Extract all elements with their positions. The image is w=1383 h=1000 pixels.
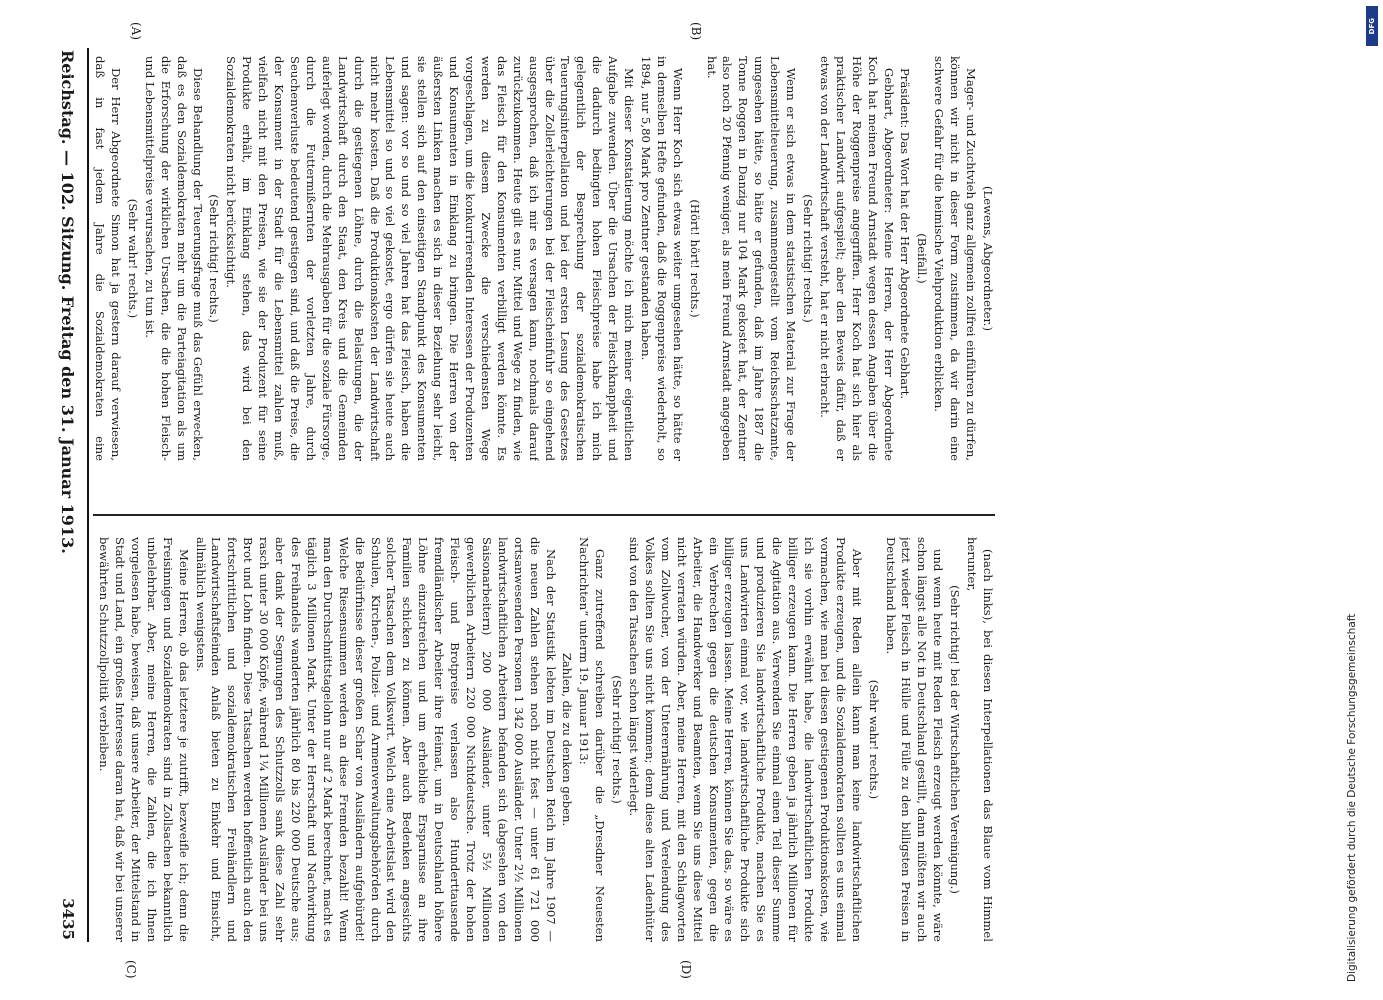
digitization-credit xyxy=(1340,0,1370,1000)
text-paragraph: Meine Herren, ob das letztere je zutrifft, bezweifle ich; denn die Freisinnigen und Sozialdemokraten sind in Zollsachen bekanntlich unbelehrbar. Aber, meine Herren, die Zahlen, die ich Ihnen vorgelesen habe, beweisen, daß unsere Arbeiter, der Mittelstand in Stadt und Land, ein großes Interesse daran hat, daß wir bei unserer bewährten Schutzzollpolitik verbleiben. xyxy=(97,537,191,942)
text-paragraph: (Sehr wahr! rechts.) xyxy=(866,679,881,800)
margin-mark-a: (A) xyxy=(129,22,143,41)
margin-mark-c: (C) xyxy=(124,960,138,979)
text-paragraph: und wenn heute mit Reden Fleisch erzeugt werden könnte, wäre schon längst alle Not in Deutschland gestillt, dann müßten wir auch jetzt wieder Fleisch in Hülle und Fülle zu den billigsten Preisen in Deutschland haben. xyxy=(883,537,946,942)
text-paragraph: Aber mit Reden allein kann man keine landwirtschaftlichen Produkte erzeugen, und die Sozialdemokraten sollten es uns einmal vormachen, wie man bei diesen gestiegenen Produktionskosten, wie ich sie vorhin erwähnt habe, die landwirtschaftlichen Produkte billiger erzeugen kann. Die Herren geben ja jährlich Millionen für die Agitation aus. Verwenden Sie einmal einen Teil dieser Summe und produzieren Sie landwirtschaftliche Produkte, machen Sie es uns Landwirten einmal vor, wie landwirtschaftliche Produkte sich billiger erzeugen lassen. Meine Herren, können Sie das, so wäre es ein Verbrechen gegen die deutschen Konsumenten, gegen die Arbeiter, die Handwerker und Beamten, wenn Sie uns diese Mittel nicht verraten würden. Aber, meine Herren, mit den Schlagworten vom Zollwucher, von der Unterernährung und Verelendung des Volkes sollten Sie uns nicht kommen; denn diese alten Ladenhüter sind von den Tatsachen schon längst widerlegt. xyxy=(627,537,864,942)
text-paragraph: Mager- und Zuchtvieh ganz allgemein zollfrei einführen zu dürfen, können wir nicht in dieser Form zustimmen, da wir darin eine schwere Gefahr für die heimische Viehproduktion erblicken. xyxy=(932,56,979,461)
page-header xyxy=(55,50,77,940)
text-paragraph: Nach der Statistik lebten im Deutschen Reich im Jahre 1907 — die neuen Zahlen stehen noch nicht fest — unter 61 721 000 ortsanwesenden Personen 1 342 000 Ausländer. Unter 2½ Millionen landwirtschaftlichen Arbeitern befanden sich (abgesehen von den Saisonarbeitern) 200 000 Ausländer, unter 5½ Millionen gewerblichen Arbeitern 220 000 Nichtdeutsche. Trotz der hohen Fleisch- und Brotpreise verlassen also Hunderttausende fremdländischer Arbeiter ihre Heimat, um in Deutschland höhere Löhne einzustreichen und um erhebliche Ersparnisse an ihre Familien schicken zu können. Aber auch Bedenken angesichts solcher Tatsachen dem Volkswirt. Welch eine Arbeitslast wird den Schulen, Kirchen-, Polizei- und Armenverwaltungsbehörden durch die Bedürfnisse dieser großen Schar von Ausländern aufgebürdet! Welche Riesensummen werden an diese Fremden bezahlt! Wenn man den Durchschnittstagelohn nur auf 2 Mark berechnet, macht es täglich 3 Millionen Mark. Unter der Herrschaft und Nachwirkung des Freihandels wanderten jährlich 80 bis 220 000 Deutsche aus; aber dank der Segnungen des Schutzzolls sank diese Zahl sehr rasch unter 30 000 Köpfe, während 1¼ Millionen Ausländer bei uns Brot und Lohn finden. Diese Tatsachen werden hoffentlich auch den fortschrittlichen und sozialdemokratischen Freihändlern und Landwirtschaftsfeinden Anlaß bieten zu Einkehr und Einsicht, allmählich wenigstens. xyxy=(193,537,558,942)
dfg-logo: DFG xyxy=(1366,6,1378,46)
right-text-column xyxy=(93,537,995,942)
margin-mark-d: (D) xyxy=(679,960,693,979)
text-paragraph: (Beifall.) xyxy=(915,233,930,284)
text-paragraph: Wenn er sich etwas in dem statistischen Material zur Frage der Lebensmittelteuerung, zusammengestellt vom Reichsschatzamte, umgesehen hätte, so hätte er gefunden, daß im Jahre 1887 die Tonne Roggen in Danzig nur 104 Mark gekostet hat, der Zentner also noch 20 Pfennig weniger, als mein Freund Arnstadt angegeben hat. xyxy=(704,56,799,461)
text-paragraph: (Sehr richtig! rechts.) xyxy=(207,194,222,323)
text-paragraph xyxy=(93,537,94,942)
text-paragraph: (Sehr richtig! rechts.) xyxy=(801,194,816,323)
column-divider xyxy=(93,514,995,516)
text-paragraph: (Sehr wahr! rechts.) xyxy=(125,198,140,319)
text-paragraph: (nach links), bei diesen Interpellationen das Blaue vom Himmel herunter, xyxy=(965,537,995,942)
header-rule xyxy=(87,48,89,942)
left-text-column xyxy=(93,56,995,461)
text-paragraph: Präsident: Das Wort hat der Herr Abgeordnete Gebhart. xyxy=(898,68,913,400)
text-paragraph: (Hört! hört! rechts.) xyxy=(687,199,702,318)
text-paragraph: (Sehr richtig! rechts.) xyxy=(610,675,625,804)
text-paragraph: Zahlen, die zu denken geben. xyxy=(560,652,575,827)
credit-text: Digitalisierung gefördert durch die Deutsche Forschungsgemeinschaft xyxy=(1346,613,1358,982)
text-paragraph: Diese Behandlung der Teuerungsfrage muß das Gefühl erwecken, daß es den Sozialdemokraten mehr um die Parteiagitation als um die Erforschung der wirklichen Ursachen, die die hohen Fleisch- und Lebensmittelpreise verursachen, zu tun ist. xyxy=(142,56,205,461)
text-paragraph: (Sehr richtig! bei der Wirtschaftlichen Vereinigung.) xyxy=(948,585,963,894)
running-title: Reichstag. — 102. Sitzung. Freitag den 31. Januar 1913. xyxy=(58,50,77,554)
text-paragraph: (Lewens, Abgeordneter.) xyxy=(981,185,995,331)
text-paragraph: Mit dieser Konstatierung möchte ich mich meiner eigentlichen Aufgabe zuwenden. Über die Ursachen der Fleischknappheit und die dadurch bedingten hohen Fleischpreise habe ich mich gelegentlich der Besprechung der sozialdemokratischen Teuerungsinterpellation und bei der ersten Lesung des Gesetzes über die Zollerleichterungen bei der Fleischeinfuhr so eingehend ausgesprochen, daß ich mir es versagen kann, nochmals darauf zurückzukommen. Heute gilt es nur, Mittel und Wege zu finden, wie das Fleisch für den Konsumenten verbilligt werden könnte. Es werden zu diesem Zwecke die verschiedensten Wege vorgeschlagen, um die konkurrierenden Interessen der Produzenten und Konsumenten in Einklang zu bringen. Die Herren von der äußersten Linken machen es sich in dieser Beziehung sehr leicht, sie stellen sich auf den einseitigen Standpunkt des Konsumenten und sagen: vor so und so viel Jahren hat das Fleisch, haben die Lebensmittel so und so viel gekostet, ergo dürfen sie heute auch nicht mehr kosten. Daß die Produktionskosten der Landwirtschaft durch die gestiegenen Löhne, durch die Belastungen, die der Landwirtschaft durch den Staat, den Kreis und die Gemeinden auferlegt worden, durch die Mehrausgaben für die soziale Fürsorge, durch die Futtermißernten der vorletzten Jahre, durch Seuchenverluste bedeutend gestiegen sind, und daß die Preise, die der Konsument in der Stadt für die Lebensmittel zahlen muß, vielfach nicht mit den Preisen, wie sie der Produzent für seine Produkte erhält, im Einklang stehen, das wird bei den Sozialdemokraten nicht berücksichtigt. xyxy=(224,56,637,461)
margin-mark-b: (B) xyxy=(689,22,703,41)
text-paragraph: Gebhart, Abgeordneter: Meine Herren, der Herr Abgeordnete Koch hat meinen Freund Arnstadt wegen dessen Angaben über die Höhe der Roggenpreise angegriffen. Herr Koch hat sich hier als praktischer Landwirt aufgespielt; aber den Beweis dafür, daß er etwas von der Landwirtschaft versteht, hat er nicht erbracht. xyxy=(817,56,896,461)
text-paragraph: Ganz zutreffend schreiben darüber die „Dresdner Neuesten Nachrichten“ unterm 19. Januar 1913: xyxy=(577,537,608,942)
page-number: 3435 xyxy=(59,898,77,940)
text-paragraph: Wenn Herr Koch sich etwas weiter umgesehen hätte, so hätte er in demselben Hefte gefunden, daß die Roggenpreise wiederholt, so 1894, nur 5,80 Mark pro Zentner gestanden haben. xyxy=(638,56,685,461)
text-paragraph: Der Herr Abgeordnete Simon hat ja gestern darauf verwiesen, daß in fast jedem Jahre die Sozialdemokraten eine xyxy=(93,56,124,461)
